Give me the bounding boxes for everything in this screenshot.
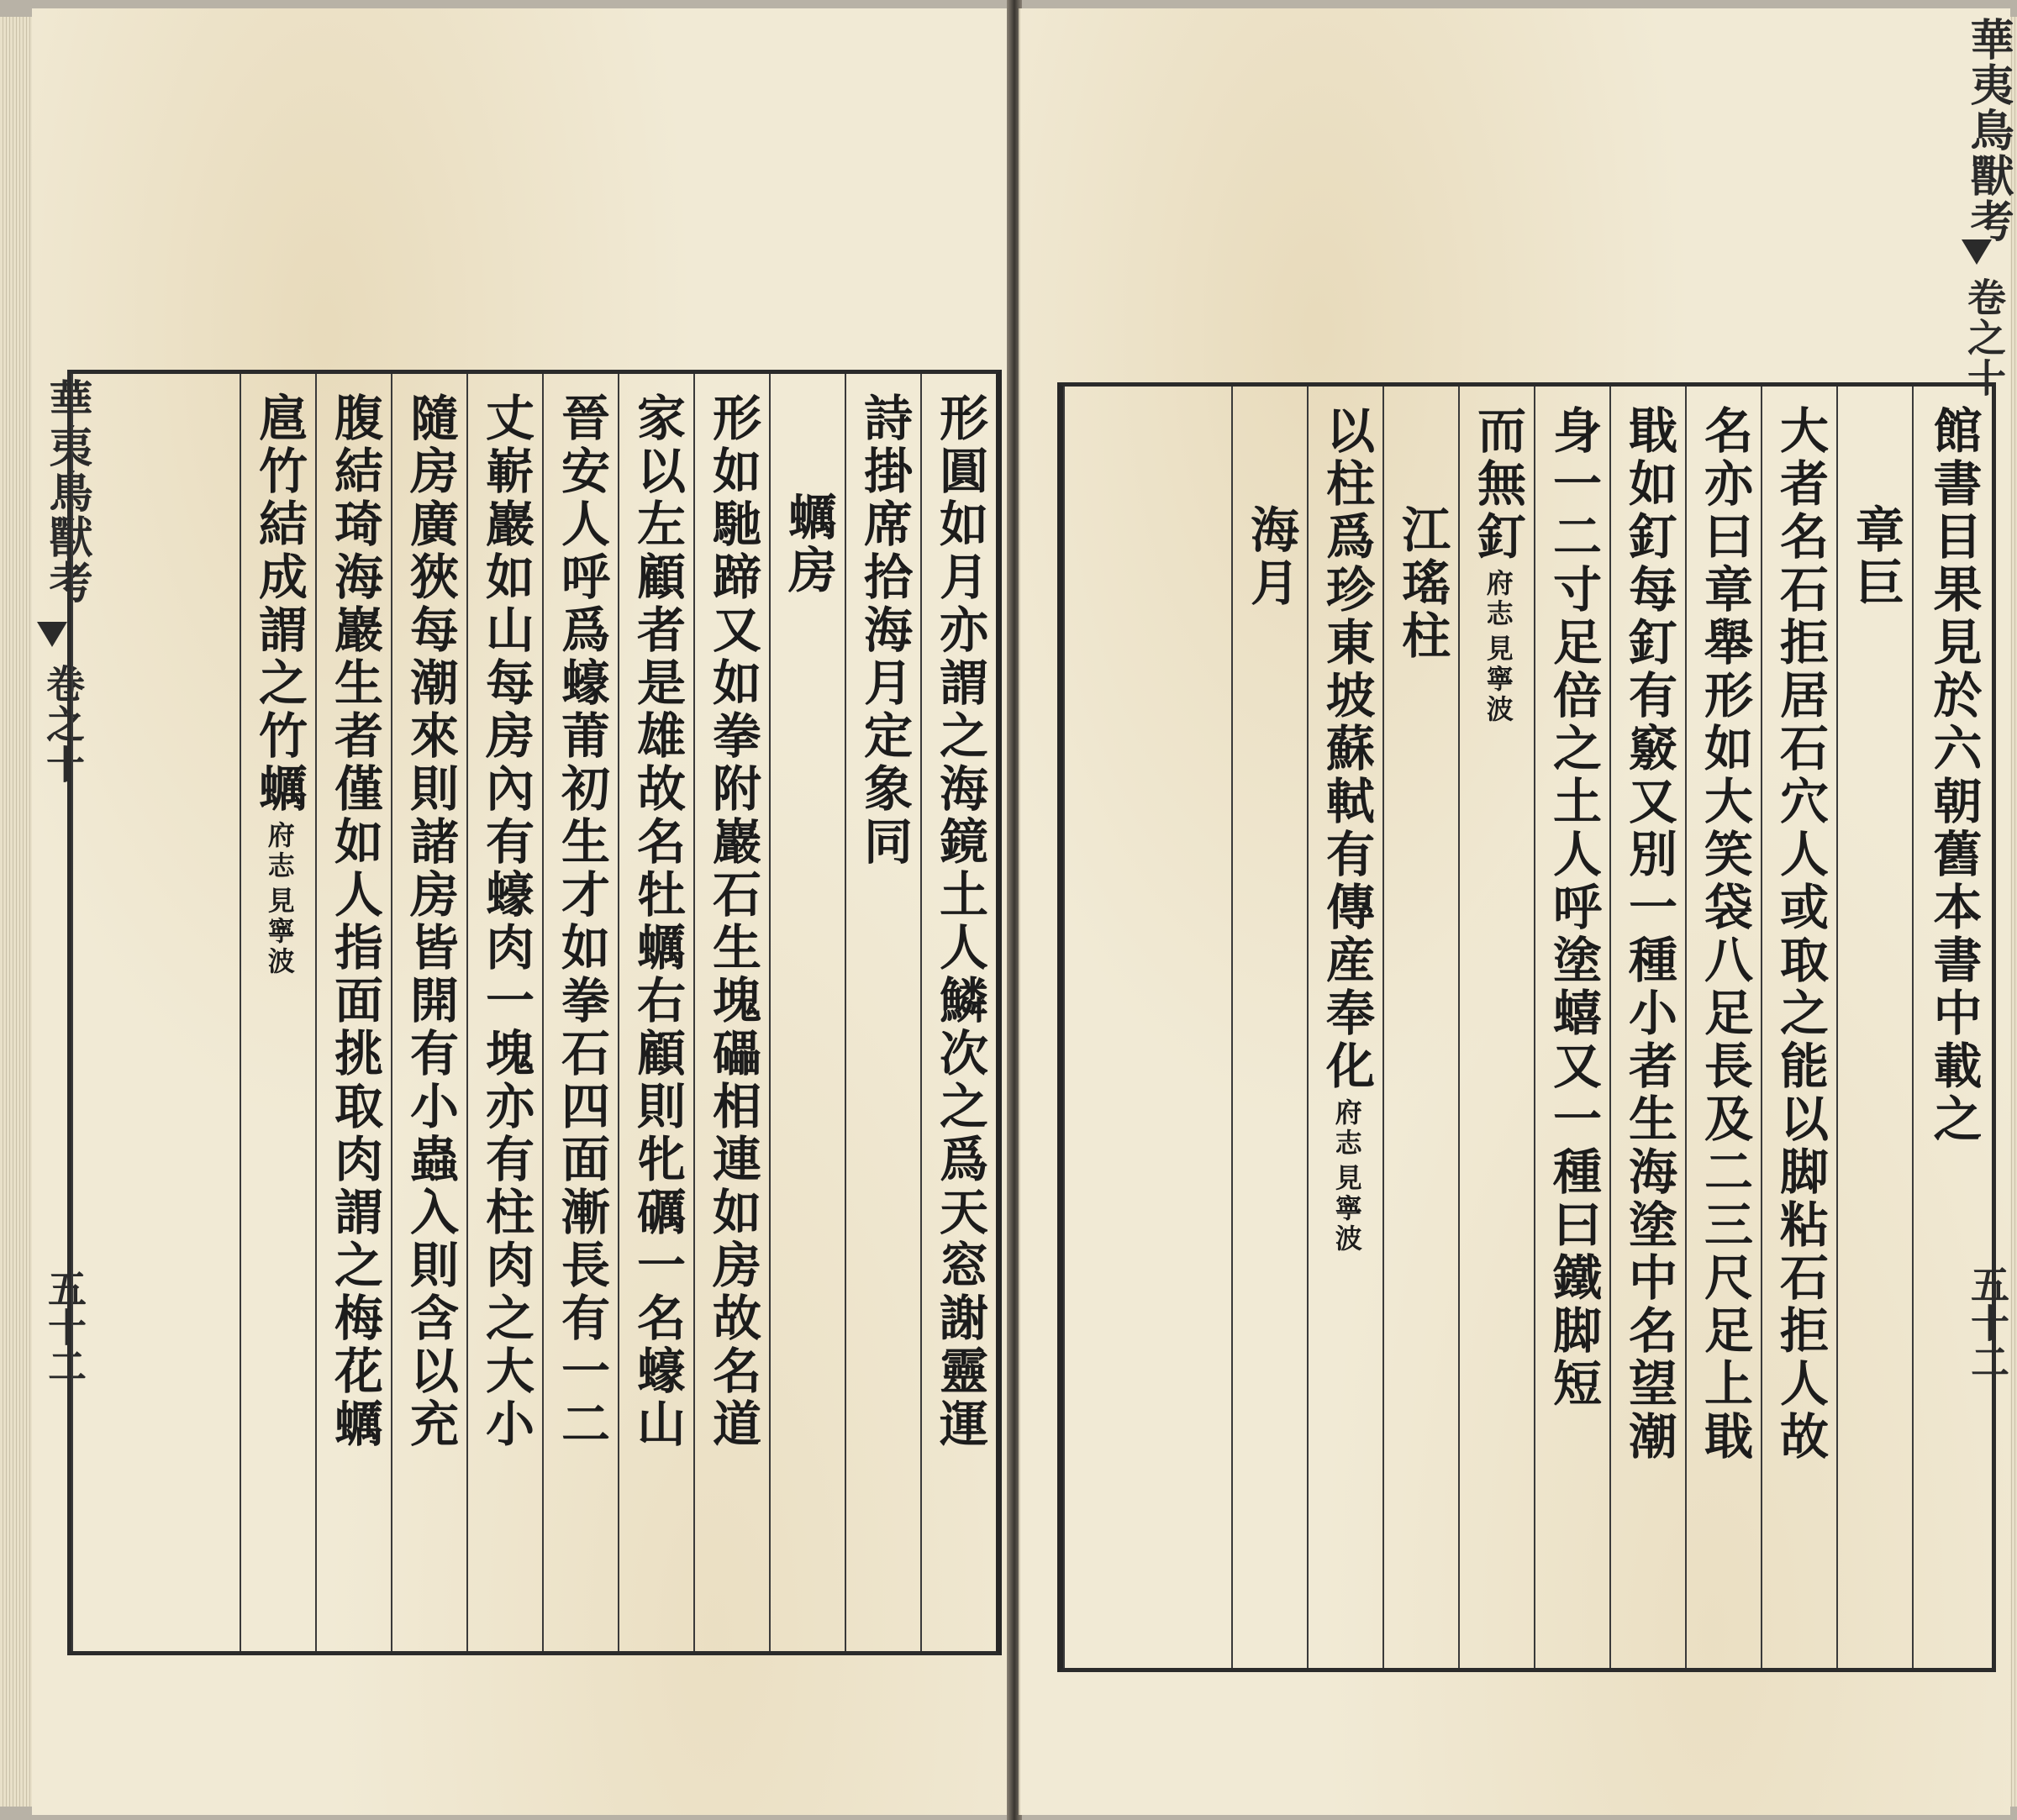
left-text-frame xyxy=(67,370,1002,1655)
text-column xyxy=(693,374,771,1651)
entry-heading: 章巨 xyxy=(1847,504,1904,610)
text-column xyxy=(1458,387,1535,1668)
text-column xyxy=(1382,387,1460,1668)
text-column xyxy=(240,374,317,1651)
text-column xyxy=(1609,387,1687,1668)
text-column xyxy=(1685,387,1762,1668)
text-column xyxy=(1761,387,1838,1668)
column-text: 詩掛席拾海月定象同 xyxy=(856,392,913,869)
column-text: 腹結琦海巖生者僅如人指面挑取肉謂之梅花蠣 xyxy=(326,392,383,1451)
text-column xyxy=(769,374,846,1651)
empty-column xyxy=(1063,387,1233,1668)
text-column xyxy=(920,374,998,1651)
left-leaf-number: 五十二 xyxy=(42,1269,87,1385)
column-text: 館書目果見於六朝舊本書中載之 xyxy=(1925,405,1983,1146)
entry-heading: 海月 xyxy=(1242,504,1299,610)
citation-note: 府志 xyxy=(263,821,296,881)
column-text: 家以左顧者是雄故名牡蠣右顧則牝礪一名蠔山 xyxy=(629,392,686,1451)
column-main-text: 以柱爲珍東坡蘇軾有傳産奉化 xyxy=(1318,405,1375,1093)
column-text: 名亦曰章舉形如大笑袋八足長及二三尺足上戢 xyxy=(1696,405,1753,1464)
text-column xyxy=(1231,387,1309,1668)
empty-column xyxy=(71,374,241,1651)
text-column xyxy=(1307,387,1384,1668)
text-column xyxy=(618,374,695,1651)
text-column xyxy=(542,374,619,1651)
column-text: 身一二寸足倍之土人呼塗蟢又一種曰鐵脚短 xyxy=(1545,405,1602,1411)
column-text: 戢如釘每釘有竅又別一種小者生海塗中名望潮 xyxy=(1620,405,1677,1464)
column-text: 形如馳蹄又如拳附巖石生塊礧相連如房故名道 xyxy=(704,392,761,1451)
citation-note: 見寧波 xyxy=(1330,1164,1363,1255)
column-text xyxy=(1309,405,1384,1255)
column-text xyxy=(241,392,317,977)
left-fold-mark xyxy=(37,622,67,647)
text-column xyxy=(1534,387,1611,1668)
page-edges-left xyxy=(0,17,35,1807)
text-column xyxy=(466,374,544,1651)
column-text: 丈嶄巖如山每房內有蠔肉一塊亦有柱肉之大小 xyxy=(477,392,535,1451)
text-column xyxy=(391,374,468,1651)
text-column xyxy=(1836,387,1914,1668)
column-text xyxy=(1460,405,1535,725)
right-banxin-title: 華夷鳥獸考 xyxy=(1962,17,2014,244)
column-main-text: 而無釘 xyxy=(1469,405,1526,564)
citation-note: 見寧波 xyxy=(1482,634,1514,725)
column-text: 形圓如月亦謂之海鏡土人鱗次之爲天窓謝靈運 xyxy=(931,392,988,1451)
left-banxin-volume: 卷之十 xyxy=(40,664,86,785)
right-banxin-volume: 卷之十 xyxy=(1962,277,2007,398)
right-leaf-number: 五十二 xyxy=(1965,1265,2010,1381)
citation-note: 府志 xyxy=(1482,569,1514,629)
citation-note: 府志 xyxy=(1330,1098,1363,1159)
right-fold-mark xyxy=(1962,239,1992,265)
entry-heading: 蠣房 xyxy=(780,492,837,597)
entry-heading: 江瑤柱 xyxy=(1393,504,1451,663)
column-text: 大者名石拒居石穴人或取之能以脚粘石拒人故 xyxy=(1772,405,1829,1464)
citation-note: 見寧波 xyxy=(263,886,296,977)
text-column xyxy=(845,374,922,1651)
column-text: 隨房廣狹每潮來則諸房皆開有小蟲入則含以充 xyxy=(402,392,459,1451)
text-column xyxy=(315,374,392,1651)
column-text: 晉安人呼爲蠔莆初生才如拳石四面漸長有一二 xyxy=(553,392,610,1451)
right-text-frame xyxy=(1057,382,1996,1672)
column-main-text: 扈竹結成謂之竹蠣 xyxy=(250,392,308,816)
text-column xyxy=(1912,387,1993,1668)
left-banxin-title: 華夷鳥獸考 xyxy=(41,378,92,605)
